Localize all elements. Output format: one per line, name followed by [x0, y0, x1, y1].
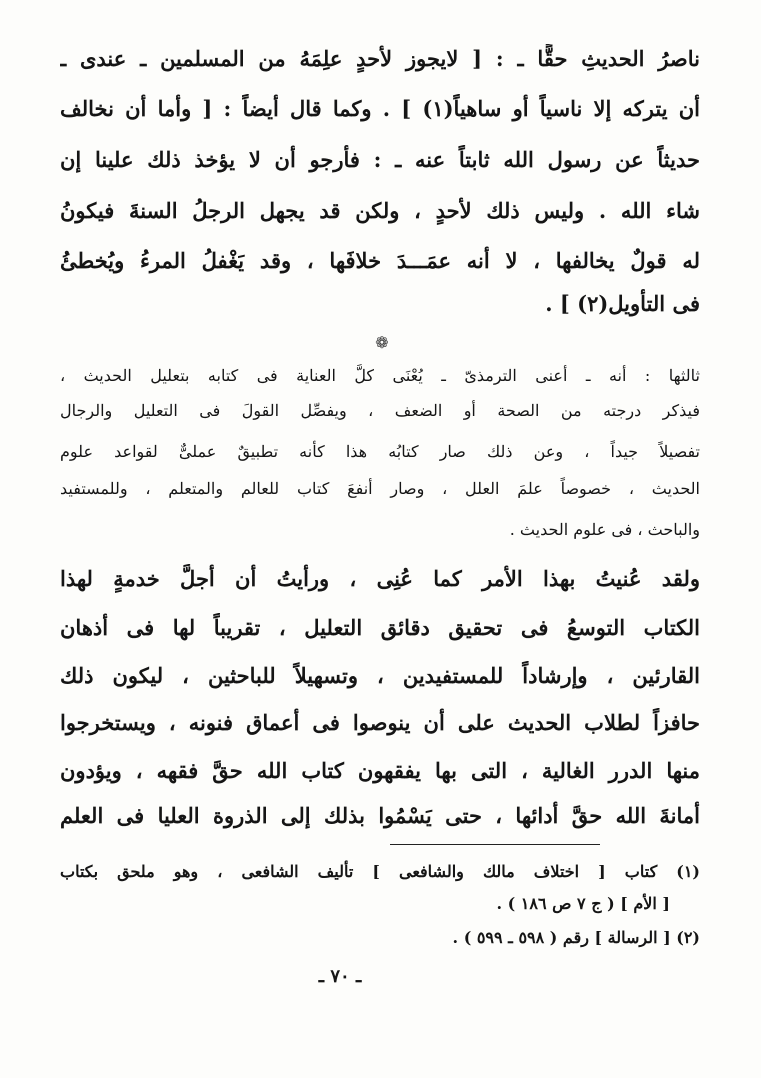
paragraph-line: حافزاً لطلاب الحديث على أن ينوصوا فى أعماق فنونه ، ويستخرجوا [60, 710, 700, 735]
footnote-line: (٢) [ الرسالة ] رقم ( ٥٩٨ ـ ٥٩٩ ) . [452, 928, 700, 947]
paragraph-line: حديثاً عن رسول الله ثابتاً عنه ـ : فأرجو أن لا يؤخذ ذلك علينا إن [60, 147, 700, 172]
paragraph-line: أمانةَ الله حقَّ أدائها ، حتى يَسْمُوا بذلك إلى الذروة العليا فى العلم [60, 803, 700, 828]
paragraph-line: أن يتركه إلا ناسياً أو ساهياً(١) ] . وكما قال أيضاً : [ وأما أن نخالف [60, 96, 700, 121]
paragraph-line: شاء الله . وليس ذلك لأحدٍ ، ولكن قد يجهل الرجلُ السنةَ فيكونُ [60, 198, 700, 223]
paragraph-line: الكتاب التوسعُ فى تحقيق دقائق التعليل ، تقريباً لها فى أذهان [60, 615, 700, 640]
footnote-separator [390, 844, 600, 845]
paragraph-line: ناصرُ الحديثِ حقًّا ـ : [ لايجوز لأحدٍ علِمَهُ من المسلمين ـ عندى ـ [60, 46, 700, 71]
section-line: ثالثها : أنه ـ أعنى الترمذىّ ـ يُعْنَى كلَّ العناية فى كتابه بتعليل الحديث ، [60, 366, 700, 385]
page-number: ـ ٧٠ ـ [318, 966, 362, 987]
paragraph-line: فى التأويل(٢) ] . [545, 291, 700, 316]
footnote-line: [ الأم ] ( ج ٧ ص ١٨٦ ) . [496, 894, 670, 913]
section-line: تفصيلاً جيداً ، وعن ذلك صار كتابُه هذا كأنه تطبيقٌ عملىٌّ لقواعد علوم [60, 442, 700, 461]
paragraph-line: له قولٌ يخالفها ، لا أنه عمَـــدَ خلافَها ، وقد يَغْفلُ المرءُ ويُخطئُ [60, 248, 700, 273]
section-line: والباحث ، فى علوم الحديث . [509, 520, 700, 539]
paragraph-line: ولقد عُنيتُ بهذا الأمر كما عُنِى ، ورأيتُ أن أجلَّ خدمةٍ لهذا [60, 566, 700, 591]
section-divider-ornament: ❁ [375, 333, 389, 352]
section-line: فيذكر درجته من الصحة أو الضعف ، ويفصِّل القولَ فى التعليل والرجال [60, 401, 700, 420]
paragraph-line: القارئين ، وإرشاداً للمستفيدين ، وتسهيلاً للباحثين ، ليكون ذلك [60, 663, 700, 688]
paragraph-line: منها الدرر الغالية ، التى بها يفقهون كتاب الله حقَّ فقهه ، ويؤدون [60, 758, 700, 783]
section-line: الحديث ، خصوصاً علمَ العلل ، وصار أنفعَ كتاب للعالم والمتعلم ، وللمستفيد [60, 479, 700, 498]
footnote-line: (١) كتاب [ اختلاف مالك والشافعى ] تأليف الشافعى ، وهو ملحق بكتاب [60, 862, 700, 881]
